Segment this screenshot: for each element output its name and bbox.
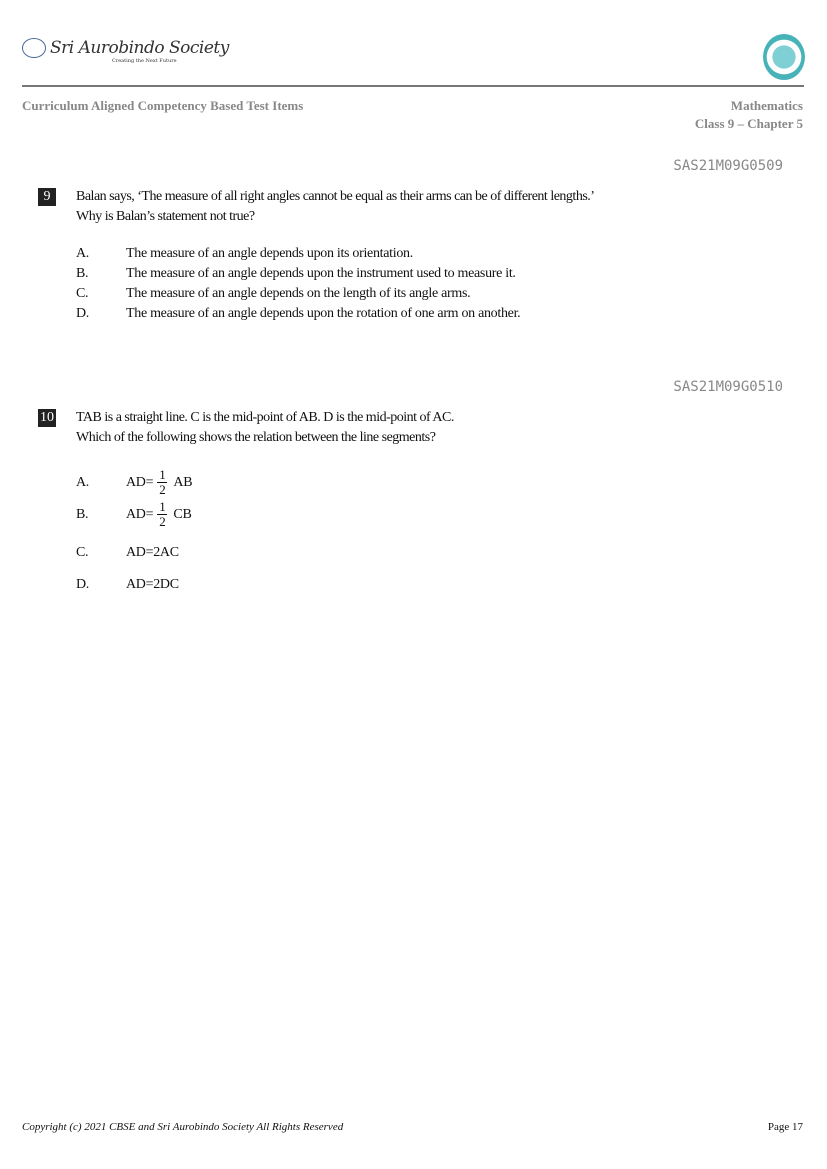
- question-code: SAS21M09G0509: [673, 158, 783, 174]
- page-number: Page 17: [767, 1121, 803, 1133]
- option-d: [76, 306, 520, 322]
- copyright: Copyright (c) 2021 CBSE and Sri Aurobindo Society All Rights Reserved: [22, 1121, 344, 1133]
- option-text: The measure of an angle depends on the length of its angle arms.: [126, 286, 471, 301]
- option-d: [76, 577, 179, 593]
- logo-tagline: Creating the Next Future: [112, 58, 177, 64]
- option-text: AD=2AC: [126, 545, 179, 560]
- option-letter: A.: [76, 474, 90, 490]
- question-line: TAB is a straight line. C is the mid-point of AB. D is the mid-point of AC.: [76, 410, 454, 425]
- document-title: Curriculum Aligned Competency Based Test Items: [22, 98, 304, 113]
- option-text: AB: [173, 474, 193, 490]
- option-c: [76, 286, 470, 302]
- class-chapter: Class 9 – Chapter 5: [694, 116, 803, 131]
- cbse-seal-icon: [763, 34, 805, 80]
- numerator: 1: [159, 467, 166, 482]
- question-text: [76, 408, 454, 448]
- option-text: AD=: [126, 506, 154, 522]
- option-letter: B.: [76, 266, 89, 281]
- option-text: The measure of an angle depends upon the instrument used to measure it.: [126, 266, 516, 281]
- option-letter: A.: [76, 246, 90, 261]
- logo-text: Sri Aurobindo Society: [50, 38, 229, 58]
- fraction: [157, 500, 167, 529]
- option-letter: B.: [76, 506, 89, 522]
- option-b: [76, 500, 192, 529]
- denominator: 2: [159, 482, 166, 497]
- option-text: The measure of an angle depends upon its orientation.: [126, 246, 413, 261]
- numerator: 1: [159, 499, 166, 514]
- option-b: [76, 266, 516, 282]
- option-letter: D.: [76, 577, 90, 592]
- question-number: 9: [38, 188, 56, 206]
- option-text: The measure of an angle depends upon the rotation of one arm on another.: [126, 306, 521, 321]
- option-text: AD=2DC: [126, 577, 179, 592]
- question-line: Why is Balan’s statement not true?: [76, 209, 255, 224]
- question-text: [76, 187, 594, 227]
- question-number: 10: [40, 410, 54, 425]
- header-divider: [22, 85, 804, 87]
- option-text: CB: [173, 506, 192, 522]
- option-a: [76, 468, 192, 497]
- subject: Mathematics: [730, 98, 803, 113]
- option-letter: C.: [76, 286, 89, 301]
- option-c: [76, 545, 179, 561]
- option-text: AD=: [126, 474, 154, 490]
- fraction: [157, 468, 167, 497]
- question-line: Which of the following shows the relation between the line segments?: [76, 430, 436, 445]
- denominator: 2: [159, 514, 166, 529]
- sri-aurobindo-society-logo: [22, 38, 229, 64]
- question-code: SAS21M09G0510: [673, 379, 783, 395]
- society-emblem-icon: [22, 38, 46, 58]
- option-letter: C.: [76, 545, 89, 560]
- option-letter: D.: [76, 306, 90, 321]
- option-a: [76, 246, 413, 262]
- question-line: Balan says, ‘The measure of all right angles cannot be equal as their arms can be of different lengths.’: [76, 189, 595, 204]
